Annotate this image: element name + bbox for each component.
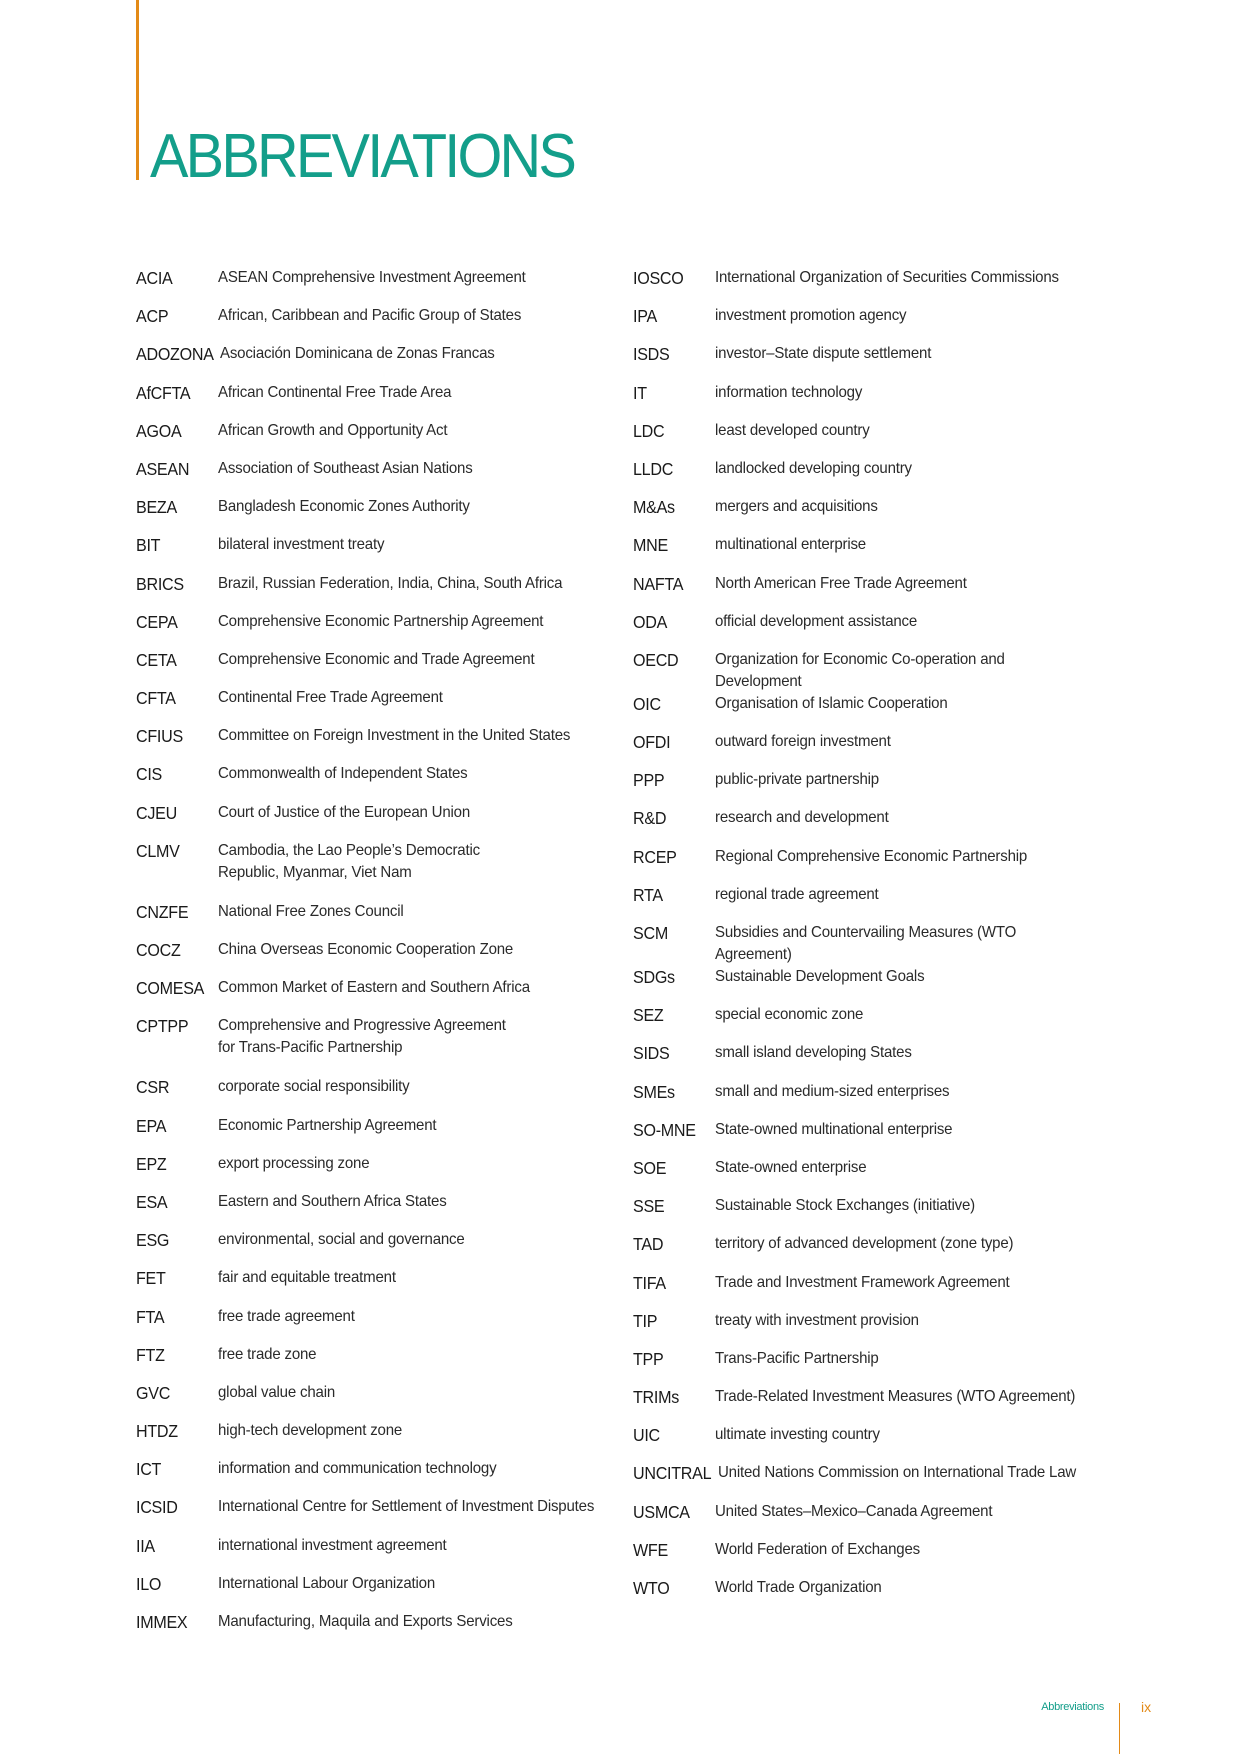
abbreviation-entry [136,725,636,763]
abbreviation-entry [136,382,636,420]
abbreviation-term: USMCA [633,1501,690,1522]
abbreviation-entry [136,802,636,840]
abbreviation-term: RTA [633,884,663,905]
abbreviation-term: OECD [633,649,679,670]
abbreviation-entry [633,1501,1113,1539]
abbreviation-term: TIP [633,1310,658,1331]
abbreviation-entry [633,1233,1113,1271]
abbreviation-term: ISDS [633,344,670,365]
abbreviation-term: TIFA [633,1272,666,1293]
abbreviation-definition: multinational enterprise [715,536,866,554]
abbreviation-entry [136,343,636,381]
abbreviation-entry [136,1267,636,1305]
abbreviation-term: COCZ [136,940,181,960]
abbreviation-definition: Organisation of Islamic Cooperation [715,694,948,712]
abbreviation-term: OFDI [633,732,671,753]
abbreviation-term: AGOA [136,420,182,441]
abbreviation-definition: Asociación Dominicana de Zonas Francas [220,345,496,363]
abbreviation-entry [136,763,636,801]
abbreviation-term: M&As [633,497,675,518]
abbreviation-definition: Cambodia, the Lao People’s Democratic Republic, Myanmar, Viet Nam [218,841,480,881]
abbreviation-definition: regional trade agreement [715,885,879,903]
abbreviation-definition: Manufacturing, Maquila and Exports Services [218,1613,513,1630]
abbreviation-term: CNZFE [136,901,189,922]
abbreviation-entry [633,1539,1113,1577]
abbreviation-definition: free trade zone [218,1345,317,1363]
abbreviation-entry [136,939,636,977]
abbreviation-definition: Economic Partnership Agreement [218,1116,437,1134]
abbreviation-entry [633,807,1113,845]
abbreviation-term: SOE [633,1157,667,1178]
abbreviation-definition: Regional Comprehensive Economic Partnership [715,847,1028,865]
abbreviation-definition: Comprehensive Economic and Trade Agreement [218,650,535,668]
abbreviation-term: HTDZ [136,1421,178,1442]
abbreviation-term: TRIMs [633,1387,680,1408]
abbreviation-entry [136,1076,636,1114]
abbreviation-definition: China Overseas Economic Cooperation Zone [218,941,514,958]
abbreviation-entry [633,343,1113,381]
abbreviation-definition: Sustainable Stock Exchanges (initiative) [715,1197,976,1215]
abbreviation-entry [633,534,1113,572]
abbreviation-term: ACIA [136,268,173,288]
abbreviation-entry [136,1573,636,1611]
abbreviation-term: FTA [136,1306,165,1327]
abbreviation-definition: mergers and acquisitions [715,498,878,516]
abbreviation-entry [633,1157,1113,1195]
abbreviation-term: FET [136,1268,166,1289]
abbreviation-entry [136,267,636,305]
abbreviation-term: ODA [633,611,668,632]
abbreviation-entry [136,420,636,458]
abbreviation-entry [136,458,636,496]
abbreviation-entry [136,496,636,534]
abbreviation-definition: environmental, social and governance [218,1231,465,1249]
abbreviation-term: TAD [633,1234,664,1255]
abbreviation-definition: African Growth and Opportunity Act [218,421,448,439]
abbreviation-term: FTZ [136,1344,165,1365]
abbreviation-definition: National Free Zones Council [218,902,404,920]
page-title: ABBREVIATIONS [150,122,575,191]
abbreviation-term: NAFTA [633,573,684,594]
abbreviation-entry [136,649,636,687]
abbreviation-entry [633,573,1113,611]
abbreviation-definition: corporate social responsibility [218,1078,410,1096]
abbreviation-term: SIDS [633,1043,670,1064]
abbreviation-term: R&D [633,808,667,829]
abbreviation-term: ILO [136,1573,162,1594]
abbreviation-definition: Court of Justice of the European Union [218,803,471,821]
abbreviation-term: IT [633,382,647,403]
abbreviation-definition: African, Caribbean and Pacific Group of States [218,307,522,325]
abbreviation-entry [136,840,636,901]
abbreviation-term: PPP [633,770,665,791]
abbreviation-definition: United Nations Commission on International Trade Law [718,1464,1077,1482]
abbreviation-definition: global value chain [218,1383,336,1401]
footer-divider [1119,1703,1120,1754]
abbreviation-definition: International Centre for Settlement of Investment Disputes [218,1498,595,1516]
abbreviation-entry [136,1458,636,1496]
abbreviation-entry [633,1195,1113,1233]
title-accent-bar [136,0,139,180]
abbreviation-entry [136,1496,636,1534]
abbreviation-term: LDC [633,420,665,441]
abbreviation-term: SEZ [633,1005,664,1026]
abbreviation-definition: small island developing States [715,1044,912,1062]
abbreviation-definition: Committee on Foreign Investment in the United States [218,727,571,745]
abbreviation-definition: bilateral investment treaty [218,536,385,554]
abbreviation-term: IMMEX [136,1612,188,1632]
abbreviation-term: ASEAN [136,458,190,479]
abbreviation-term: UNCITRAL [633,1463,712,1484]
abbreviation-entry [633,1310,1113,1348]
abbreviation-definition: Brazil, Russian Federation, India, China, South Africa [218,574,563,592]
abbreviation-definition: free trade agreement [218,1307,355,1325]
abbreviation-definition: Bangladesh Economic Zones Authority [218,498,470,516]
abbreviation-definition: Commonwealth of Independent States [218,765,468,783]
abbreviation-term: TPP [633,1348,664,1369]
abbreviation-entry [633,458,1113,496]
abbreviation-term: CIS [136,764,163,785]
abbreviation-term: EPA [136,1115,167,1136]
abbreviation-term: UIC [633,1425,660,1446]
abbreviation-term: CSR [136,1077,170,1098]
abbreviation-entry [136,1191,636,1229]
abbreviation-term: EPZ [136,1153,167,1174]
abbreviation-term: LLDC [633,458,674,479]
abbreviation-entry [136,977,636,1015]
abbreviation-entry [633,846,1113,884]
abbreviation-term: CETA [136,649,177,670]
abbreviation-entry [633,267,1113,305]
abbreviation-entry [136,1015,636,1076]
abbreviation-term: AfCFTA [136,382,191,403]
abbreviation-definition: International Labour Organization [218,1574,436,1592]
abbreviation-term: ESA [136,1191,168,1212]
abbreviation-definition: public-private partnership [715,771,879,789]
abbreviation-term: SMEs [633,1081,675,1102]
abbreviations-left-column [136,267,636,1649]
abbreviation-definition: small and medium-sized enterprises [715,1082,950,1100]
abbreviation-term: SO-MNE [633,1119,696,1140]
abbreviation-entry [136,687,636,725]
abbreviation-definition: Comprehensive Economic Partnership Agreement [218,612,544,630]
abbreviation-term: CFTA [136,688,176,709]
abbreviation-entry [633,966,1113,1004]
abbreviation-entry [136,611,636,649]
abbreviation-term: CJEU [136,802,177,823]
abbreviation-definition: African Continental Free Trade Area [218,383,452,401]
abbreviation-entry [136,573,636,611]
abbreviation-definition: State-owned multinational enterprise [715,1120,953,1138]
abbreviation-entry [136,1306,636,1344]
abbreviation-definition: information technology [715,383,863,401]
abbreviation-definition: United States–Mexico–Canada Agreement [715,1502,993,1520]
abbreviation-term: CFIUS [136,726,183,747]
abbreviation-term: IOSCO [633,268,684,288]
abbreviation-entry [633,1272,1113,1310]
abbreviation-entry [136,1153,636,1191]
abbreviation-definition: Comprehensive and Progressive Agreement for Trans-Pacific Partnership [218,1017,506,1057]
abbreviation-entry [633,1004,1113,1042]
abbreviation-definition: least developed country [715,421,870,439]
abbreviation-term: CEPA [136,611,178,632]
abbreviation-definition: outward foreign investment [715,733,891,751]
abbreviation-term: GVC [136,1382,171,1403]
abbreviation-term: ESG [136,1230,170,1251]
abbreviation-entry [633,611,1113,649]
abbreviation-term: CPTPP [136,1016,189,1037]
abbreviation-entry [633,922,1113,966]
abbreviation-definition: Trade and Investment Framework Agreement [715,1273,1010,1291]
abbreviation-entry [633,1119,1113,1157]
abbreviation-definition: Association of Southeast Asian Nations [218,459,473,477]
abbreviation-entry [633,649,1113,693]
abbreviation-term: CLMV [136,840,180,861]
abbreviation-entry [136,901,636,939]
abbreviation-entry [136,1420,636,1458]
abbreviation-entry [633,496,1113,534]
abbreviation-entry [136,1382,636,1420]
abbreviation-definition: International Organization of Securities Commissions [715,269,1059,286]
abbreviations-right-column [633,267,1113,1615]
abbreviation-entry [136,1344,636,1382]
abbreviation-definition: World Trade Organization [715,1579,882,1596]
abbreviation-term: MNE [633,535,668,556]
abbreviation-definition: information and communication technology [218,1460,497,1478]
abbreviation-term: ICSID [136,1497,178,1518]
abbreviation-term: SCM [633,923,668,943]
abbreviation-entry [633,731,1113,769]
abbreviation-definition: North American Free Trade Agreement [715,574,967,592]
abbreviation-entry [136,1229,636,1267]
abbreviation-term: IPA [633,306,657,327]
abbreviation-entry [136,1115,636,1153]
abbreviation-term: BRICS [136,573,184,594]
abbreviation-entry [633,1577,1113,1615]
abbreviation-definition: fair and equitable treatment [218,1269,396,1287]
abbreviation-term: IIA [136,1535,155,1556]
abbreviation-definition: investment promotion agency [715,307,907,325]
abbreviation-entry [633,1424,1113,1462]
abbreviation-entry [633,1081,1113,1119]
abbreviation-entry [633,305,1113,343]
abbreviation-definition: World Federation of Exchanges [715,1540,920,1558]
abbreviation-term: WFE [633,1539,668,1560]
abbreviation-entry [136,305,636,343]
abbreviation-entry [633,693,1113,731]
abbreviation-definition: investor–State dispute settlement [715,345,932,363]
abbreviation-definition: Trans-Pacific Partnership [715,1349,879,1367]
abbreviation-definition: international investment agreement [218,1536,447,1554]
abbreviation-definition: research and development [715,809,889,827]
abbreviation-term: OIC [633,693,661,714]
abbreviation-entry [136,1535,636,1573]
abbreviation-entry [136,1611,636,1649]
abbreviation-term: ACP [136,306,169,327]
abbreviation-term: RCEP [633,846,677,867]
abbreviation-definition: territory of advanced development (zone type) [715,1235,1014,1253]
abbreviation-entry [633,420,1113,458]
abbreviation-term: BIT [136,535,161,556]
abbreviation-definition: special economic zone [715,1006,864,1024]
abbreviation-term: ICT [136,1459,162,1480]
abbreviation-term: SSE [633,1196,665,1217]
abbreviation-entry [136,534,636,572]
abbreviation-entry [633,1386,1113,1424]
abbreviation-definition: landlocked developing country [715,459,912,477]
abbreviation-definition: Subsidies and Countervailing Measures (WTO Agreement) [715,924,1017,963]
abbreviation-definition: Organization for Economic Co-operation and Development [715,650,1005,690]
abbreviation-definition: ultimate investing country [715,1426,880,1444]
abbreviation-definition: Eastern and Southern Africa States [218,1192,447,1210]
abbreviation-definition: ASEAN Comprehensive Investment Agreement [218,269,526,286]
abbreviation-term: SDGs [633,967,675,987]
abbreviation-definition: high-tech development zone [218,1422,403,1440]
abbreviation-definition: export processing zone [218,1154,370,1172]
abbreviation-term: COMESA [136,978,205,999]
abbreviation-definition: State-owned enterprise [715,1158,867,1176]
abbreviation-entry [633,1462,1113,1500]
footer-section-label: Abbreviations [1041,1701,1104,1713]
abbreviation-definition: Common Market of Eastern and Southern Africa [218,979,530,997]
abbreviation-definition: Continental Free Trade Agreement [218,689,443,707]
abbreviation-term: ADOZONA [136,344,214,365]
abbreviation-definition: official development assistance [715,612,918,630]
abbreviation-term: WTO [633,1578,670,1598]
page-number: ix [1141,1699,1152,1715]
abbreviation-term: BEZA [136,497,177,518]
abbreviation-entry [633,769,1113,807]
abbreviation-definition: Trade-Related Investment Measures (WTO Agreement) [715,1388,1076,1406]
abbreviation-entry [633,1042,1113,1080]
abbreviation-entry [633,884,1113,922]
abbreviation-entry [633,1348,1113,1386]
abbreviation-entry [633,382,1113,420]
abbreviation-definition: treaty with investment provision [715,1311,919,1329]
abbreviation-definition: Sustainable Development Goals [715,968,925,985]
